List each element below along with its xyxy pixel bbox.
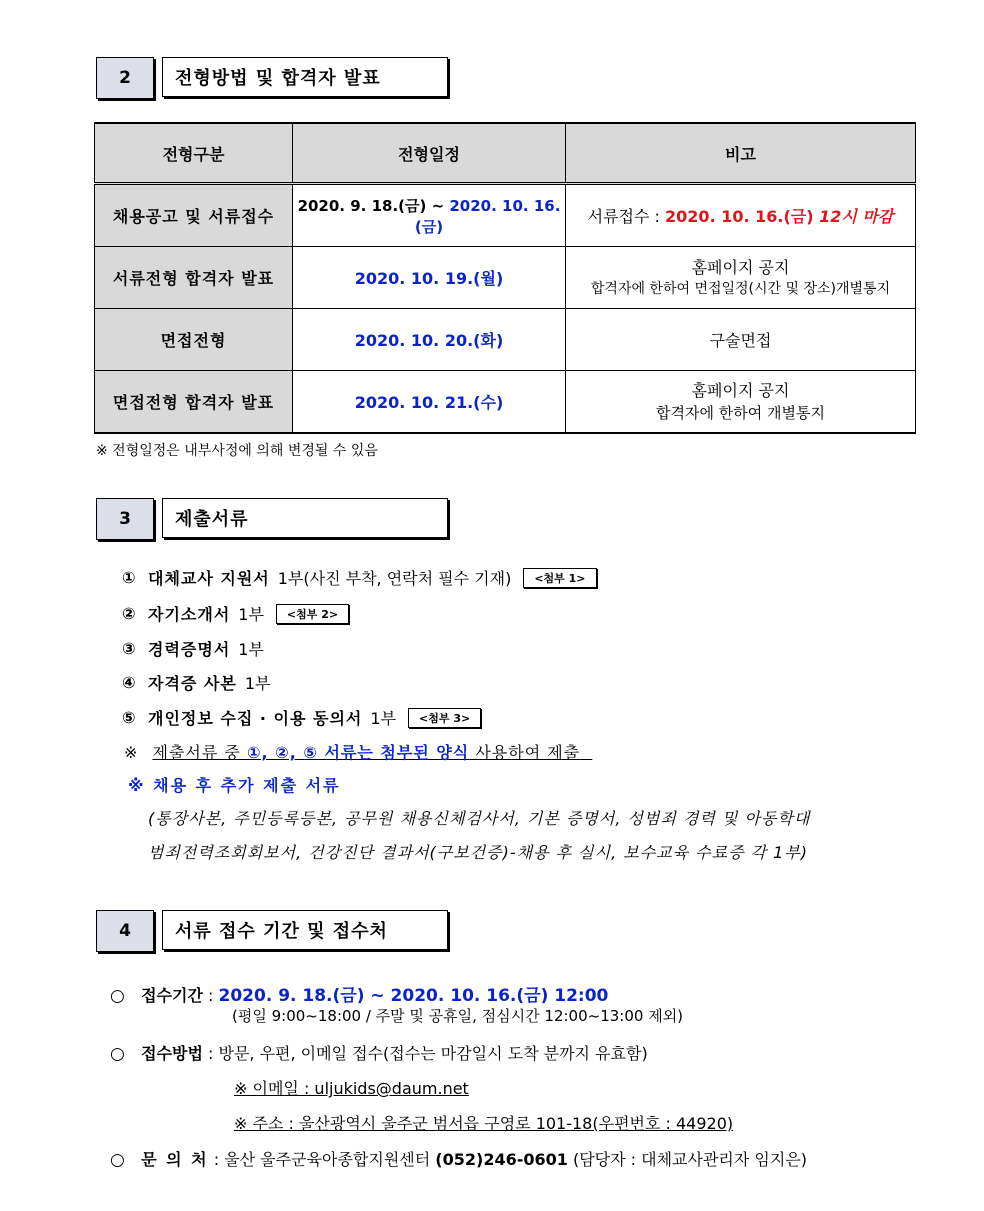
row-category: 채용공고 및 서류접수 [95, 184, 293, 247]
item-number: ② [122, 604, 136, 623]
receipt-period: ○ 접수기간 : 2020. 9. 18.(금) ~ 2020. 10. 16.(금) 12:00 [110, 986, 609, 1006]
item-name: 개인정보 수집 · 이용 동의서 [148, 709, 363, 728]
attachment-tag: <첨부 3> [408, 708, 481, 728]
contact-person: (담당자 : 대체교사관리자 임지은) [567, 1150, 808, 1169]
section-title: 서류 접수 기간 및 접수처 [162, 910, 448, 950]
contact-phone: (052)246-0601 [435, 1150, 568, 1169]
date-start: 2020. 9. 18.(금) ~ [297, 196, 450, 215]
note-deadline: 2020. 10. 16.(금) [665, 207, 820, 226]
note-line-1: 홈페이지 공지 [691, 380, 790, 400]
date-end: 2020. 10. 16.(금) [414, 196, 561, 236]
note-suffix: 사용하여 제출 [469, 743, 581, 762]
list-item [122, 566, 597, 589]
row-date: 2020. 10. 19.(월) [293, 247, 566, 309]
row-note [566, 371, 916, 434]
item-name: 경력증명서 [148, 640, 231, 659]
item-detail: 1부 [238, 605, 264, 624]
note-line-2: 합격자에 한하여 면접일정(시간 및 장소)개별통지 [590, 280, 891, 297]
row-category: 면접전형 합격자 발표 [95, 371, 293, 434]
attachment-tag: <첨부 2> [276, 604, 349, 624]
table-row [95, 247, 916, 309]
email-line: ※ 이메일 : uljukids@daum.net [234, 1079, 469, 1098]
note-line-1: 홈페이지 공지 [691, 257, 790, 277]
list-item [122, 637, 264, 660]
header-note: 비고 [566, 123, 916, 184]
section-number: 2 [96, 57, 154, 99]
item-name: 자기소개서 [148, 605, 231, 624]
after-hire-line-2: 범죄전력조회회보서, 건강진단 결과서(구보건증)-채용 후 실시, 보수교육 수료증 각 1부) [148, 843, 809, 862]
row-note [566, 247, 916, 309]
row-date: 2020. 10. 21.(수) [293, 371, 566, 434]
docs-note-underlined [153, 743, 593, 762]
item-name: 자격증 사본 [148, 674, 237, 693]
item-number: ⑤ [122, 708, 136, 727]
row-note: 구술면접 [566, 309, 916, 371]
receipt-contact: ○ 문 의 처 : 울산 울주군육아종합지원센터 (052)246-0601 (담당자 : 대체교사관리자 임지은) [110, 1150, 808, 1170]
period-sub: (평일 9:00~18:00 / 주말 및 공휴일, 점심시간 12:00~13:00 제외) [232, 1007, 684, 1025]
header-schedule: 전형일정 [293, 123, 566, 184]
note-mark: ※ [124, 743, 138, 762]
docs-note [124, 740, 592, 763]
table-header-row [95, 123, 916, 184]
address-line: ※ 주소 : 울산광역시 울주군 범서읍 구영로 101-18(우편번호 : 44920) [234, 1114, 734, 1133]
method-label: 접수방법 [141, 1044, 203, 1063]
note-prefix: 제출서류 중 [152, 743, 247, 762]
row-date: 2020. 10. 20.(화) [293, 309, 566, 371]
after-hire-title: ※ 채용 후 추가 제출 서류 [128, 776, 341, 795]
item-detail: 1부 [370, 709, 397, 728]
section-number: 4 [96, 910, 154, 952]
after-hire-line-1: (통장사본, 주민등록등본, 공무원 채용신체검사서, 기본 증명서, 성범죄 경력 및 아동학대 [148, 809, 811, 828]
table-footnote: ※ 전형일정은 내부사정에 의해 변경될 수 있음 [96, 443, 378, 459]
row-category: 서류전형 합격자 발표 [95, 247, 293, 309]
list-item [122, 602, 349, 625]
table-row [95, 309, 916, 371]
section-title: 전형방법 및 합격자 발표 [162, 57, 448, 97]
contact-org: 울산 울주군육아종합지원센터 [224, 1150, 436, 1169]
period-value: 2020. 9. 18.(금) ~ 2020. 10. 16.(금) 12:00 [218, 986, 609, 1006]
period-label: 접수기간 [141, 986, 203, 1005]
item-number: ① [122, 568, 136, 587]
circle-bullet-icon: ○ [110, 1150, 125, 1170]
list-item [122, 671, 271, 694]
method-value: 방문, 우편, 이메일 접수(접수는 마감일시 도착 분까지 유효함) [218, 1044, 648, 1063]
row-category: 면접전형 [95, 309, 293, 371]
row-note [566, 184, 916, 247]
item-number: ④ [122, 673, 136, 692]
attachment-tag: <첨부 1> [523, 568, 596, 588]
list-item [122, 706, 481, 729]
circle-bullet-icon: ○ [110, 1044, 125, 1064]
table-row [95, 371, 916, 434]
section-number: 3 [96, 498, 154, 540]
item-detail: 1부 [238, 640, 264, 659]
note-deadline-time: 12시 마감 [819, 207, 894, 226]
item-detail: 1부(사진 부착, 연락처 필수 기재) [277, 569, 512, 588]
item-number: ③ [122, 639, 136, 658]
circle-bullet-icon: ○ [110, 986, 125, 1006]
note-line-2: 합격자에 한하여 개별통지 [656, 403, 825, 422]
item-detail: 1부 [244, 674, 271, 693]
note-highlight: ①, ②, ⑤ 서류는 첨부된 양식 [246, 743, 470, 762]
table-row [95, 184, 916, 247]
row-date [293, 184, 566, 247]
schedule-table [94, 122, 916, 434]
receipt-method: ○ 접수방법 : 방문, 우편, 이메일 접수(접수는 마감일시 도착 분까지 유효함) [110, 1044, 648, 1064]
item-name: 대체교사 지원서 [148, 569, 270, 588]
note-label: 서류접수 : [587, 207, 666, 226]
section-title: 제출서류 [162, 498, 448, 538]
contact-label: 문 의 처 [141, 1150, 209, 1169]
header-category: 전형구분 [95, 123, 293, 184]
